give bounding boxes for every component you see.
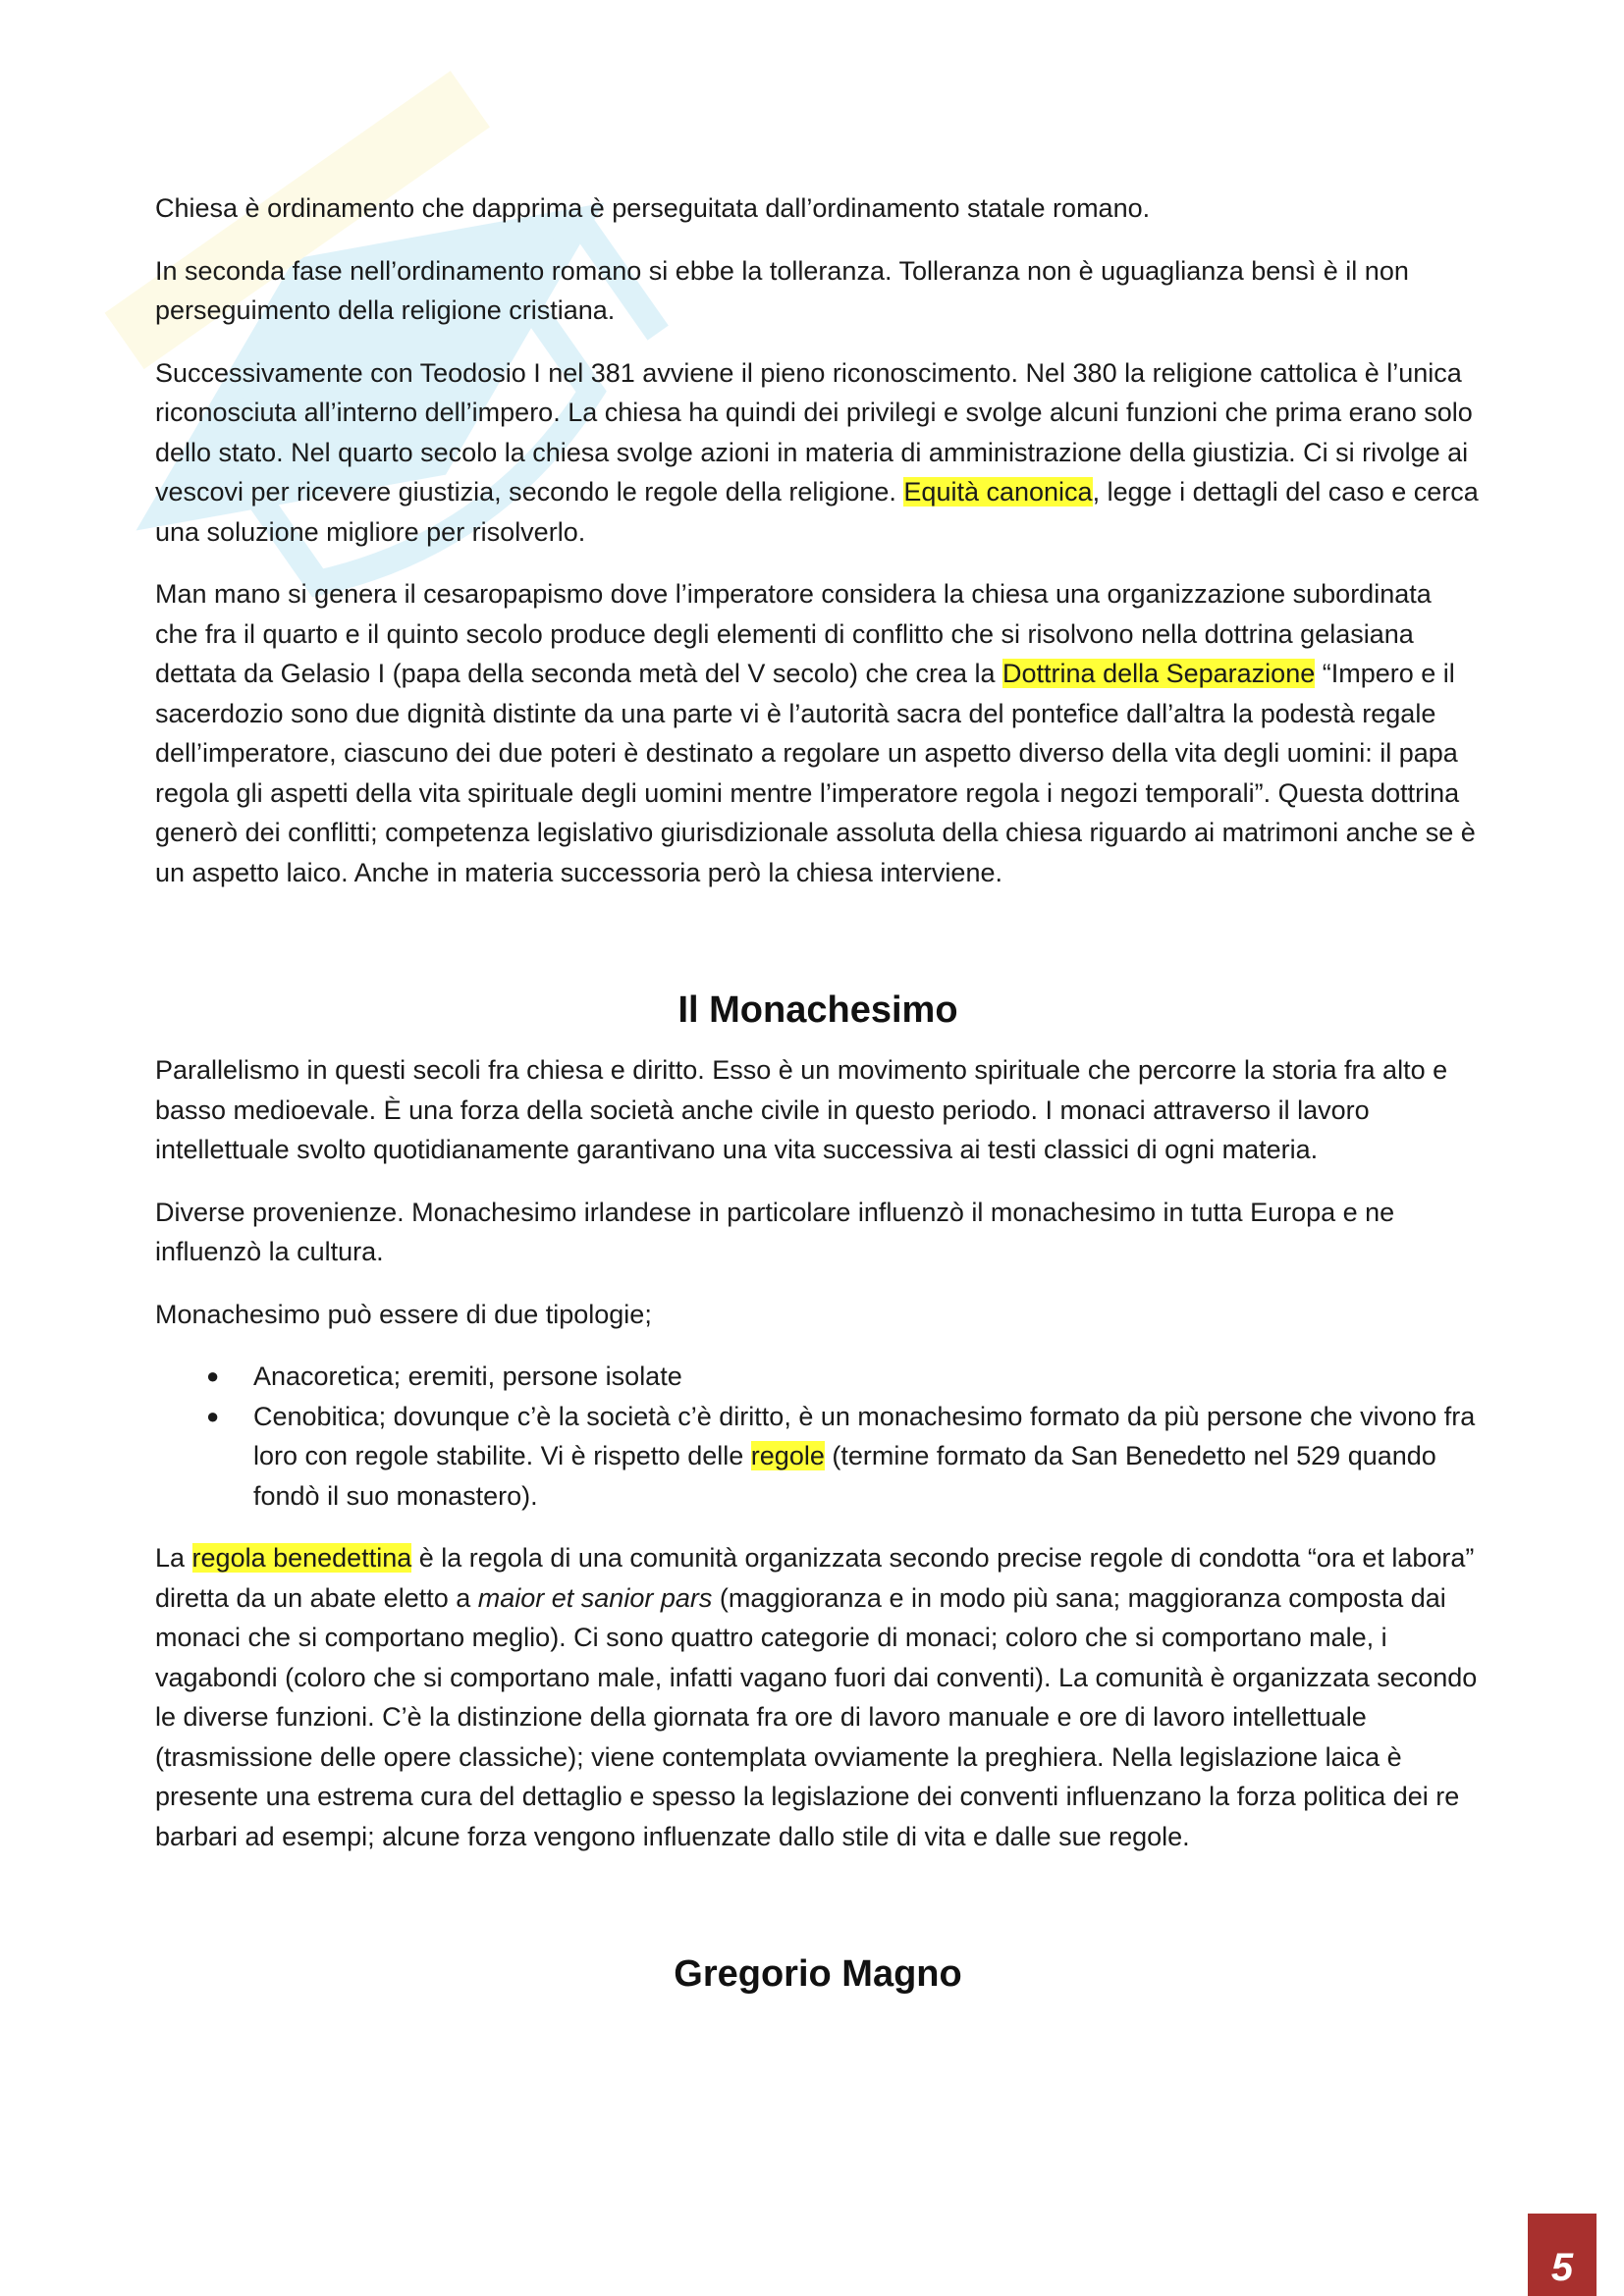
highlight-regola-benedettina: regola benedettina (191, 1543, 412, 1573)
paragraph-regola-benedettina: La regola benedettina è la regola di una comunità organizzata secondo precise regole di condotta “ora et labora” diretta da un abate eletto a maior et sanior pars (maggioranza e in modo più sana; maggioranza composta dai monaci che si comportano meglio). Ci sono quattro categorie di monaci; coloro che si comportano male, i vagabondi (coloro che si comportano male, infatti vagano fuori dai conventi). La comunità è organizzata secondo le diverse funzioni. C’è la distinzione della giornata fra ore di lavoro manuale e ore di lavoro intellettuale (trasmissione delle opere classiche); viene contemplata ovviamente la preghiera. Nella legislazione laica è presente una estrema cura del dettaglio e spesso la legislazione dei conventi influenzano la forza politica dei re barbari ad esempi; alcune forza vengono influenzate dallo stile di vita e dalle sue regole. (155, 1543, 1478, 1851)
bullet-icon: ● (206, 1363, 220, 1388)
heading-monachesimo: Il Monachesimo (677, 989, 958, 1031)
highlight-regole: regole (750, 1441, 825, 1470)
list-item: ● Anacoretica; eremiti, persone isolate (155, 1357, 1481, 1397)
list-item: ● Cenobitica; dovunque c’è la società c’è diritto, è un monachesimo formato da più persone che vivono fra loro con regole stabilite. Vi è rispetto delle regole (termine formato da San Benedetto nel 529 quando fondò il suo monastero). (155, 1397, 1481, 1517)
bullet-icon: ● (206, 1403, 220, 1428)
paragraph-teodosio: Successivamente con Teodosio I nel 381 avviene il pieno riconoscimento. Nel 380 la religione cattolica è l’unica riconosciuta all’interno dell’impero. La chiesa ha quindi dei privilegi e svolge alcuni funzioni che prima erano solo dello stato. Nel quarto secolo la chiesa svolge azioni in materia di amministrazione della giustizia. Ci si rivolge ai vescovi per ricevere giustizia, secondo le regole della religione. Equità canonica, legge i dettagli del caso e cerca una soluzione migliore per risolverlo. (155, 357, 1479, 547)
paragraph-parallelismo: Parallelismo in questi secoli fra chiesa e diritto. Esso è un movimento spirituale che percorre la storia fra alto e basso medioevale. È una forza della società anche civile in questo periodo. I monaci attraverso il lavoro intellettuale svolto quotidianamente garantivano una vita successiva ai testi classici di ogni materia. (155, 1055, 1448, 1164)
highlight-equita-canonica: Equità canonica (903, 477, 1093, 507)
paragraph-intro-1: Chiesa è ordinamento che dapprima è perseguitata dall’ordinamento statale romano. (155, 193, 1151, 223)
paragraph-intro-2: In seconda fase nell’ordinamento romano si ebbe la tolleranza. Tolleranza non è uguaglianza bensì è il non perseguimento della religione cristiana. (155, 255, 1409, 325)
tipologie-list (155, 1357, 1481, 1516)
paragraph-tipologie: Monachesimo può essere di due tipologie; (155, 1299, 652, 1329)
document-body (155, 188, 1481, 1999)
highlight-dottrina-separazione: Dottrina della Separazione (1002, 659, 1316, 688)
heading-gregorio-magno: Gregorio Magno (674, 1953, 962, 1995)
page-number: 5 (1528, 2214, 1597, 2296)
paragraph-cesaropapismo: Man mano si genera il cesaropapismo dove l’imperatore considera la chiesa una organizzazione subordinata che fra il quarto e il quinto secolo produce degli elementi di conflitto che si risolvono nella dottrina gelasiana dettata da Gelasio I (papa della seconda metà del V secolo) che crea la Dottrina della Separazione “Impero e il sacerdozio sono due dignità distinte da una parte vi è l’autorità sacra del pontefice dall’altra la podestà regale dell’imperatore, ciascuno dei due poteri è destinato a regolare un aspetto diverso della vita degli uomini: il papa regola gli aspetti della vita spirituale degli uomini mentre l’imperatore regola i negozi temporali”. Questa dottrina generò dei conflitti; competenza legislativo giurisdizionale assoluta della chiesa riguardo ai matrimoni anche se è un aspetto laico. Anche in materia successoria però la chiesa interviene. (155, 579, 1476, 887)
paragraph-provenienze: Diverse provenienze. Monachesimo irlandese in particolare influenzò il monachesimo in tutta Europa e ne influenzò la cultura. (155, 1197, 1395, 1266)
